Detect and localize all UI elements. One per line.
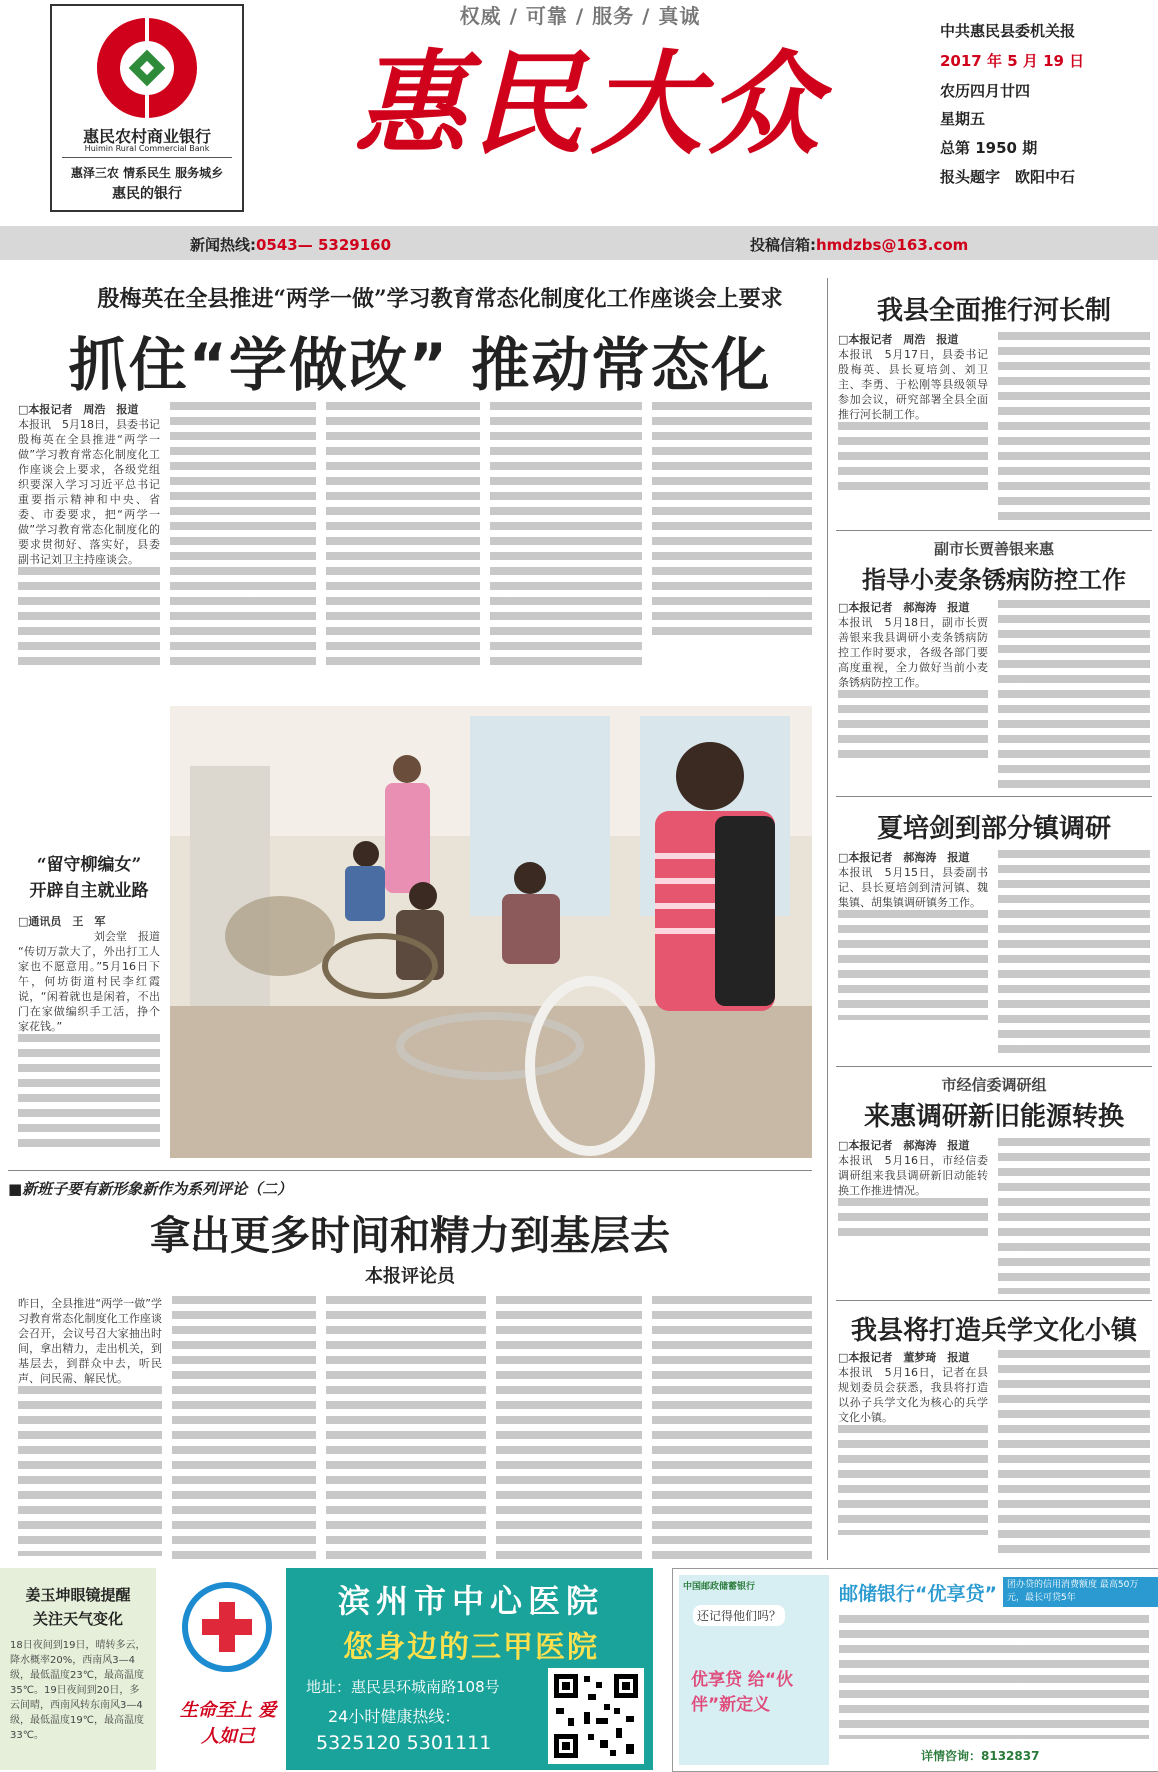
qr-code-icon (548, 1668, 644, 1764)
lead-text-column (490, 402, 642, 672)
photo-story-byline2: 刘会堂 报道 (94, 930, 160, 943)
commentary-headline: 拿出更多时间和精力到基层去 (150, 1212, 670, 1259)
river-chief-column (838, 332, 988, 522)
postal-bank-ad (672, 1568, 1158, 1772)
lead-headline: 抓住“学做改” 推动常态化 (68, 331, 772, 399)
wheat-body: 本报讯 5月18日，副市长贾善银来我县调研小麦条锈病防控工作时要求，各级各部门要高度重视，全力做好当前小麦条锈病防控工作。 (838, 616, 988, 689)
postal-slogan: 优享贷 给“伙伴”新定义 (691, 1670, 794, 1715)
survey-column (838, 850, 988, 1060)
weather-ad-subtitle: 关注天气变化 (32, 1610, 123, 1628)
masthead-motto: 权威 / 可靠 / 服务 / 真诚 (459, 4, 701, 28)
hospital-logo-icon (182, 1582, 272, 1672)
lead-text-column (652, 402, 812, 642)
text-filler (18, 1034, 160, 1154)
bank-logo-icon (90, 14, 204, 122)
masthead-title: 惠民大众 (354, 39, 826, 170)
river-chief-byline: □本报记者 周浩 报道 (838, 333, 959, 346)
photo-story-byline: □通讯员 王 军 (18, 915, 106, 928)
bank-name: 惠民农村商业银行 (82, 127, 211, 146)
bank-tagline: 惠民的银行 (112, 186, 182, 202)
river-chief-body: 本报讯 5月17日，县委书记殷梅英、县长夏培剑、刘卫主、李勇、于松刚等县级领导参加会议，研究部署全县全面推行河长制工作。 (838, 348, 988, 421)
email-address[interactable]: hmdzbs@163.com (816, 236, 969, 254)
email-label: 投稿信箱: (750, 236, 816, 254)
energy-kicker: 市经信委调研组 (941, 1076, 1047, 1094)
energy-column (998, 1138, 1150, 1294)
lead-text-column (326, 402, 480, 672)
divider (8, 1170, 812, 1171)
river-chief-headline: 我县全面推行河长制 (876, 296, 1111, 326)
submission-email (750, 234, 968, 255)
commentary-column (652, 1296, 812, 1560)
commentary-column (18, 1296, 162, 1560)
contact-bar (0, 226, 1158, 260)
lead-text-column (170, 402, 316, 672)
lead-text-column (18, 402, 160, 672)
bingxue-headline: 我县将打造兵学文化小镇 (850, 1316, 1137, 1346)
photo-story-subtitle: 开辟自主就业路 (29, 881, 149, 901)
survey-body: 本报讯 5月15日，县委副书记、县长夏培剑到清河镇、魏集镇、胡集镇调研镇务工作。 (838, 866, 988, 909)
divider (62, 157, 232, 158)
energy-column (838, 1138, 988, 1294)
hospital-tagline: 您身边的三甲医院 (343, 1630, 599, 1665)
survey-headline: 夏培剑到部分镇调研 (876, 814, 1111, 844)
hospital-phones: 5325120 5301111 (316, 1732, 492, 1754)
commentary-column (172, 1296, 316, 1560)
wheat-column (998, 600, 1150, 790)
wheat-headline: 指导小麦条锈病防控工作 (862, 565, 1126, 594)
divider (836, 530, 1152, 531)
hospital-name: 滨州市中心医院 (337, 1582, 604, 1620)
wheat-column (838, 600, 988, 790)
bingxue-body: 本报讯 5月16日，记者在县规划委员会获悉，我县将打造以孙子兵学文化为核心的兵学文化小镇。 (838, 1366, 988, 1424)
lead-kicker: 殷梅英在全县推进“两学一做”学习教育常态化制度化工作座谈会上要求 (97, 286, 783, 312)
text-filler (838, 690, 988, 760)
photo-story-text (18, 914, 160, 1158)
lunar-date: 农历四月廿四 (940, 82, 1031, 100)
weather-ad-title: 姜玉坤眼镜提醒 (25, 1586, 131, 1604)
commentary-column (326, 1296, 486, 1560)
commentary-byline: 本报评论员 (365, 1266, 455, 1287)
issue-date: 2017 年 5 月 19 日 (940, 52, 1085, 70)
text-filler (838, 422, 988, 492)
weekday: 星期五 (940, 110, 986, 128)
river-chief-column (998, 332, 1150, 522)
postal-bank-name: 中国邮政储蓄银行 (683, 1582, 756, 1592)
lead-intro: 本报讯 5月18日，县委书记殷梅英在全县推进“两学一做”学习教育常态化制度化工作座谈会上要求，各级党组织要深入学习习近平总书记重要指示精神和中央、省委、市委要求，把“两学一做”学习教育常态化制度化的要求贯彻好、落实好，县委副书记刘卫主持座谈会。 (18, 418, 160, 566)
news-hotline-number: 0543— 5329160 (256, 236, 392, 254)
calligraphy-credit: 报头题字 欧阳中石 (940, 168, 1076, 186)
hospital-hotline-label: 24小时健康热线： (328, 1707, 461, 1726)
hospital-motto: 生命至上 爱人如己 (179, 1700, 277, 1747)
postal-ad-title: 邮储银行“优享贷” (839, 1583, 997, 1605)
postal-question: 还记得他们吗？ (693, 1605, 785, 1626)
text-filler (18, 567, 160, 672)
weather-forecast: 18日夜间到19日，晴转多云，降水概率20%，西南风3—4级，最低温度23℃，最高温度35℃。19日夜间到20日，多云间晴，西南风转东南风3—4级，最低温度19℃，最高温度33℃。 (10, 1640, 146, 1741)
news-hotline (190, 234, 391, 255)
bank-slogan: 惠泽三农 情系民生 服务城乡 (70, 166, 224, 180)
weather-ad (0, 1568, 156, 1770)
divider (836, 796, 1152, 797)
lead-byline: □本报记者 周浩 报道 (18, 403, 139, 416)
bingxue-byline: □本报记者 董梦琦 报道 (838, 1351, 970, 1364)
survey-byline: □本报记者 郝海涛 报道 (838, 851, 970, 864)
commentary-column (496, 1296, 642, 1560)
postal-contact: 详情咨询：8132837 (921, 1749, 1040, 1763)
text-filler (838, 910, 988, 1020)
postal-badge: 团办贷的信用消费额度 最高50万元，最长可贷5年 (1003, 1577, 1158, 1607)
divider (836, 1066, 1152, 1067)
text-filler (838, 1198, 988, 1238)
wheat-byline: □本报记者 郝海涛 报道 (838, 601, 970, 614)
hospital-ad (168, 1568, 653, 1770)
commentary-body: 昨日，全县推进“两学一做”学习教育常态化制度化工作座谈会召开，会议号召大家抽出时间，拿出精力，走出机关，到基层去，到群众中去，听民声、问民需、解民忧。 (18, 1297, 162, 1385)
bank-ad-box (50, 4, 244, 212)
energy-body: 本报讯 5月16日，市经信委调研组来我县调研新旧动能转换工作推进情况。 (838, 1154, 988, 1197)
energy-headline: 来惠调研新旧能源转换 (863, 1102, 1124, 1132)
photo-story-title: “留守柳编女” (36, 855, 142, 875)
publisher: 中共惠民县委机关报 (940, 22, 1076, 40)
hospital-address: 地址：惠民县环城南路108号 (306, 1678, 500, 1696)
bingxue-column (998, 1350, 1150, 1560)
wheat-kicker: 副市长贾善银来惠 (933, 540, 1054, 558)
commentary-series: ■新班子要有新形象新作为系列评论（二） (8, 1180, 293, 1198)
issue-number: 总第 1950 期 (940, 139, 1038, 157)
energy-byline: □本报记者 郝海涛 报道 (838, 1139, 970, 1152)
text-filler (838, 1425, 988, 1535)
news-hotline-label: 新闻热线: (190, 236, 256, 254)
willow-weaving-photo (170, 706, 812, 1158)
bank-name-en: Huimin Rural Commercial Bank (84, 144, 210, 153)
photo-story-body: “传切万款大了，外出打工人家也不愿意用。”5月16日下午，何坊街道村民李红霞说，“闲着就也是闲着，不出门在家做编织手工活，挣个家花钱。” (18, 945, 160, 1033)
bingxue-column (838, 1350, 988, 1560)
survey-column (998, 850, 1150, 1060)
postal-ad-details (839, 1615, 1149, 1739)
column-divider (827, 278, 828, 1560)
text-filler (18, 1386, 162, 1556)
divider (836, 1300, 1152, 1301)
